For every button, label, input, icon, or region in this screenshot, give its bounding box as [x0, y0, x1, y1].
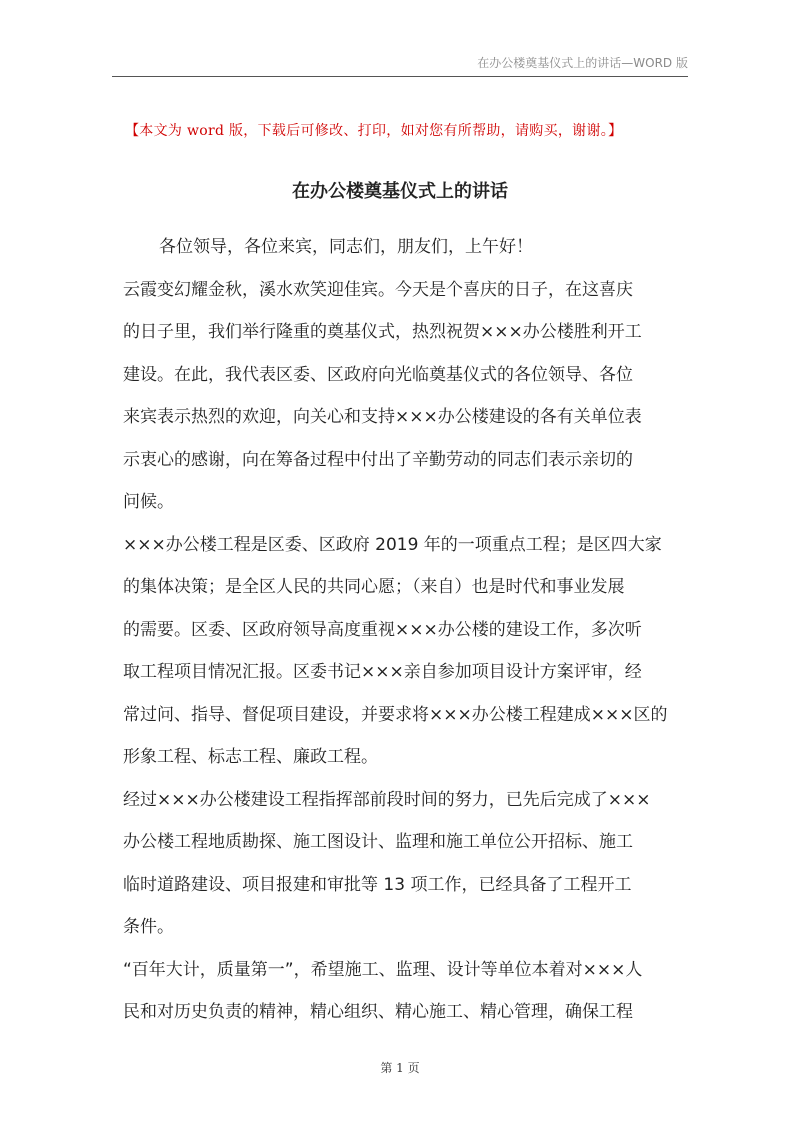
body-line: 示衷心的感谢，向在筹备过程中付出了辛勤劳动的同志们表示亲切的 — [123, 449, 633, 470]
body-line: 云霞变幻耀金秋，溪水欢笑迎佳宾。今天是个喜庆的日子，在这喜庆 — [123, 279, 633, 300]
body-line: 问候。 — [123, 492, 174, 512]
body-line: “百年大计，质量第一”，希望施工、监理、设计等单位本着对×××人 — [123, 959, 643, 980]
body-line: 办公楼工程地质勘探、施工图设计、监理和施工单位公开招标、施工 — [123, 832, 633, 852]
greeting-line: 各位领导，各位来宾，同志们，朋友们，上午好！ — [159, 237, 533, 257]
body-line: 取工程项目情况汇报。区委书记×××亲自参加项目设计方案评审，经 — [123, 662, 642, 682]
body-line: 来宾表示热烈的欢迎，向关心和支持×××办公楼建设的各有关单位表 — [123, 407, 642, 427]
purchase-notice: 【本文为 word 版，下载后可修改、打印，如对您有所帮助，请购买，谢谢。】 — [125, 123, 623, 139]
body-line: 经过×××办公楼建设工程指挥部前段时间的努力，已先后完成了××× — [123, 789, 651, 810]
body-line: 的集体决策；是全区人民的共同心愿；（来自）也是时代和事业发展 — [123, 577, 625, 597]
body-line: 临时道路建设、项目报建和审批等 13 项工作，已经具备了工程开工 — [123, 874, 632, 895]
body-line: 的日子里，我们举行隆重的奠基仪式，热烈祝贺×××办公楼胜利开工 — [123, 322, 642, 342]
body-line: 建设。在此，我代表区委、区政府向光临奠基仪式的各位领导、各位 — [123, 364, 633, 385]
page-header — [112, 46, 688, 77]
page-number: 第 1 页 — [380, 1061, 420, 1075]
header-title: 在办公楼奠基仪式上的讲话—WORD 版 — [477, 56, 688, 70]
body-line: 的需要。区委、区政府领导高度重视×××办公楼的建设工作，多次听 — [123, 619, 642, 640]
document-title: 在办公楼奠基仪式上的讲话 — [292, 181, 508, 202]
body-line: ×××办公楼工程是区委、区政府 2019 年的一项重点工程；是区四大家 — [123, 534, 662, 555]
body-line: 常过问、指导、督促项目建设，并要求将×××办公楼工程建成×××区的 — [123, 704, 668, 725]
document-body — [123, 226, 683, 1034]
body-line: 条件。 — [123, 917, 174, 937]
body-line: 形象工程、标志工程、廉政工程。 — [123, 747, 378, 767]
body-line: 民和对历史负责的精神，精心组织、精心施工、精心管理，确保工程 — [123, 1002, 633, 1022]
